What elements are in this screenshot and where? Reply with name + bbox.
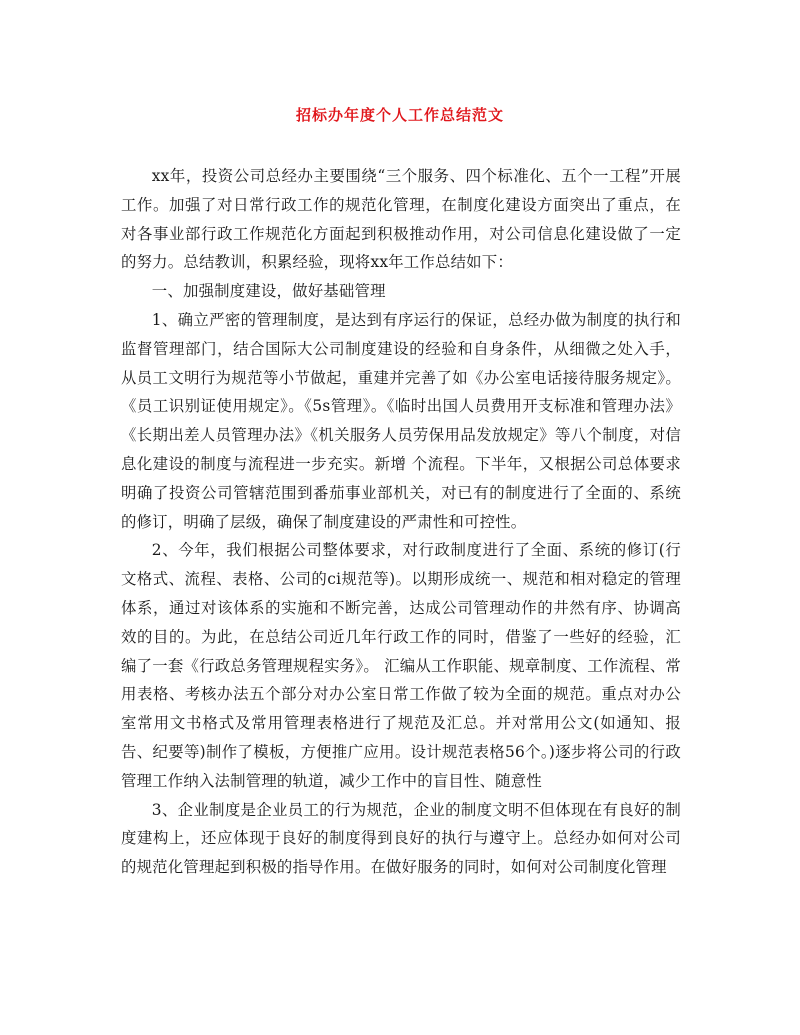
section-heading: 一、加强制度建设，做好基础管理: [151, 282, 386, 301]
item-paragraph-1: 1、确立严密的管理制度，是达到有序运行的保证，总经办做为制度的执行和监督管理部门，结合国际大公司制度建设的经验和自身条件，从细微之处入手，从员工文明行为规范等小节做起，重建并完善了如《办公室电话接待服务规定》。《员工识别证使用规定》。《5s管理》。《临时出国人员费用开支标准和管理办法》《长期出差人员管理办法》《机关服务人员劳保用品发放规定》等八个制度，对信息化建设的制度与流程进一步充实。新增 个流程。下半年，又根据公司总体要求明确了投资公司管辖范围到番茄事业部机关，对已有的制度进行了全面的、系统的修订，明确了层级，确保了制度建设的严肃性和可控性。: [121, 310, 681, 531]
item-paragraph-3: 3、企业制度是企业员工的行为规范，企业的制度文明不但体现在有良好的制度建构上，还应体现于良好的制度得到良好的执行与遵守上。总经办如何对公司的规范化管理起到积极的指导作用。在做好服务的同时，如何对公司制度化管理: [121, 800, 681, 877]
intro-paragraph: xx年，投资公司总经办主要围绕“三个服务、四个标准化、五个一工程”开展工作。加强了对日常行政工作的规范化管理，在制度化建设方面突出了重点，在对各事业部行政工作规范化方面起到积极推动作用，对公司信息化建设做了一定的努力。总结教训，积累经验，现将xx年工作总结如下：: [121, 167, 681, 272]
item-paragraph-2: 2、今年，我们根据公司整体要求，对行政制度进行了全面、系统的修订(行文格式、流程、表格、公司的ci规范等)。以期形成统一、规范和相对稳定的管理体系，通过对该体系的实施和不断完善，达成公司管理动作的井然有序、协调高效的目的。为此，在总结公司近几年行政工作的同时，借鉴了一些好的经验，汇编了一套《行政总务管理规程实务》。 汇编从工作职能、规章制度、工作流程、常用表格、考核办法五个部分对办公室日常工作做了较为全面的规范。重点对办公室常用文书格式及常用管理表格进行了规范及汇总。并对常用公文(如通知、报告、纪要等)制作了模板，方便推广应用。设计规范表格56个。)逐步将公司的行政管理工作纳入法制管理的轨道，减少工作中的盲目性、随意性: [121, 541, 681, 790]
document-body: [121, 162, 681, 882]
document-title: 招标办年度个人工作总结范文: [295, 106, 504, 124]
